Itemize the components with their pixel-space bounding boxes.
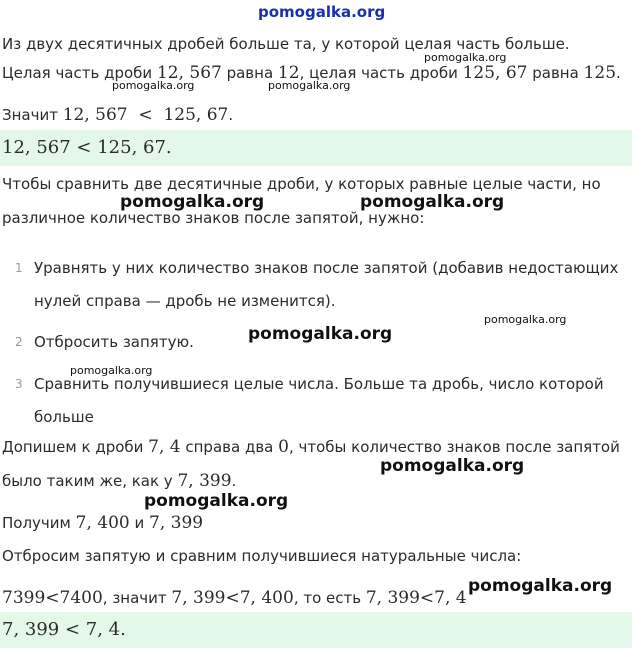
watermark-logo: pomogalka.org bbox=[484, 313, 567, 326]
math: 7, 399<7, 400 bbox=[171, 588, 294, 608]
watermark-logo: pomogalka.org bbox=[360, 192, 505, 212]
watermark-logo: pomogalka.org bbox=[380, 456, 525, 476]
math: 7399<7400 bbox=[2, 588, 103, 608]
text: справа два bbox=[180, 438, 279, 456]
paragraph-8: Отбросим запятую и сравним получившиеся натуральные числа: bbox=[2, 547, 522, 565]
step-2-line-1: Отбросить запятую. bbox=[34, 333, 194, 351]
paragraph-1: Из двух десятичных дробей больше та, у которой целая часть больше. bbox=[2, 35, 570, 53]
watermark-logo: pomogalka.org bbox=[424, 51, 507, 64]
text: было таким же, как у bbox=[2, 472, 178, 490]
step-number: 1 bbox=[15, 261, 23, 275]
math: 7, 399 bbox=[149, 513, 204, 533]
paragraph-3 bbox=[2, 105, 233, 125]
watermark-logo: pomogalka.org bbox=[144, 491, 289, 511]
paragraph-6 bbox=[2, 471, 236, 491]
text: Допишем к дроби bbox=[2, 438, 149, 456]
step-1-line-2: нулей справа — дробь не изменится). bbox=[34, 292, 336, 310]
text: Получим bbox=[2, 514, 76, 532]
watermark-logo: pomogalka.org bbox=[268, 79, 351, 92]
watermark-logo: pomogalka.org bbox=[112, 79, 195, 92]
step-number: 3 bbox=[15, 377, 23, 391]
watermark-logo: pomogalka.org bbox=[120, 192, 265, 212]
answer-2: 7, 399 < 7, 4. bbox=[2, 619, 126, 640]
watermark-logo: pomogalka.org bbox=[258, 3, 386, 21]
answer-highlight-2 bbox=[0, 612, 632, 648]
watermark-logo: pomogalka.org bbox=[248, 324, 393, 344]
text: . bbox=[616, 64, 621, 82]
answer-1: 12, 567 < 125, 67. bbox=[2, 137, 172, 158]
text: Целая часть дроби bbox=[2, 64, 157, 82]
text: равна bbox=[527, 64, 584, 82]
text: , целая часть дроби bbox=[299, 64, 463, 82]
text: . bbox=[228, 106, 234, 124]
math: 7, 399<7, 4 bbox=[365, 588, 467, 608]
paragraph-9 bbox=[2, 588, 467, 608]
math: 7, 4 bbox=[148, 437, 181, 457]
watermark-logo: pomogalka.org bbox=[468, 576, 613, 596]
paragraph-7 bbox=[2, 513, 203, 533]
text: . bbox=[231, 472, 237, 490]
answer-highlight-1 bbox=[0, 130, 632, 166]
text: , значит bbox=[102, 589, 172, 607]
paragraph-4-line-1: Чтобы сравнить две десятичные дроби, у которых равные целые части, но bbox=[2, 175, 601, 193]
math: 12, 567 bbox=[156, 63, 222, 83]
math: 7, 399 bbox=[177, 471, 232, 491]
text: , то есть bbox=[293, 589, 366, 607]
watermark-logo: pomogalka.org bbox=[70, 364, 153, 377]
math: 7, 400 bbox=[75, 513, 130, 533]
text: равна bbox=[221, 64, 278, 82]
math: 125, 67 bbox=[462, 63, 528, 83]
text: Значит bbox=[2, 106, 63, 124]
paragraph-5 bbox=[2, 437, 620, 457]
step-3-line-1: Сравнить получившиеся целые числа. Больше та дробь, число которой bbox=[34, 375, 604, 393]
step-number: 2 bbox=[15, 335, 23, 349]
math: 12 bbox=[277, 63, 300, 83]
math: 125 bbox=[583, 63, 617, 83]
text: и bbox=[129, 514, 149, 532]
paragraph-4-line-2: различное количество знаков после запятой, нужно: bbox=[2, 209, 425, 227]
math: 12, 567 < 125, 67 bbox=[62, 105, 229, 125]
math: 0 bbox=[278, 437, 289, 457]
step-1-line-1: Уравнять у них количество знаков после запятой (добавив недостающих bbox=[34, 259, 619, 277]
text: , чтобы количество знаков после запятой bbox=[288, 438, 620, 456]
step-3-line-2: больше bbox=[34, 408, 94, 426]
